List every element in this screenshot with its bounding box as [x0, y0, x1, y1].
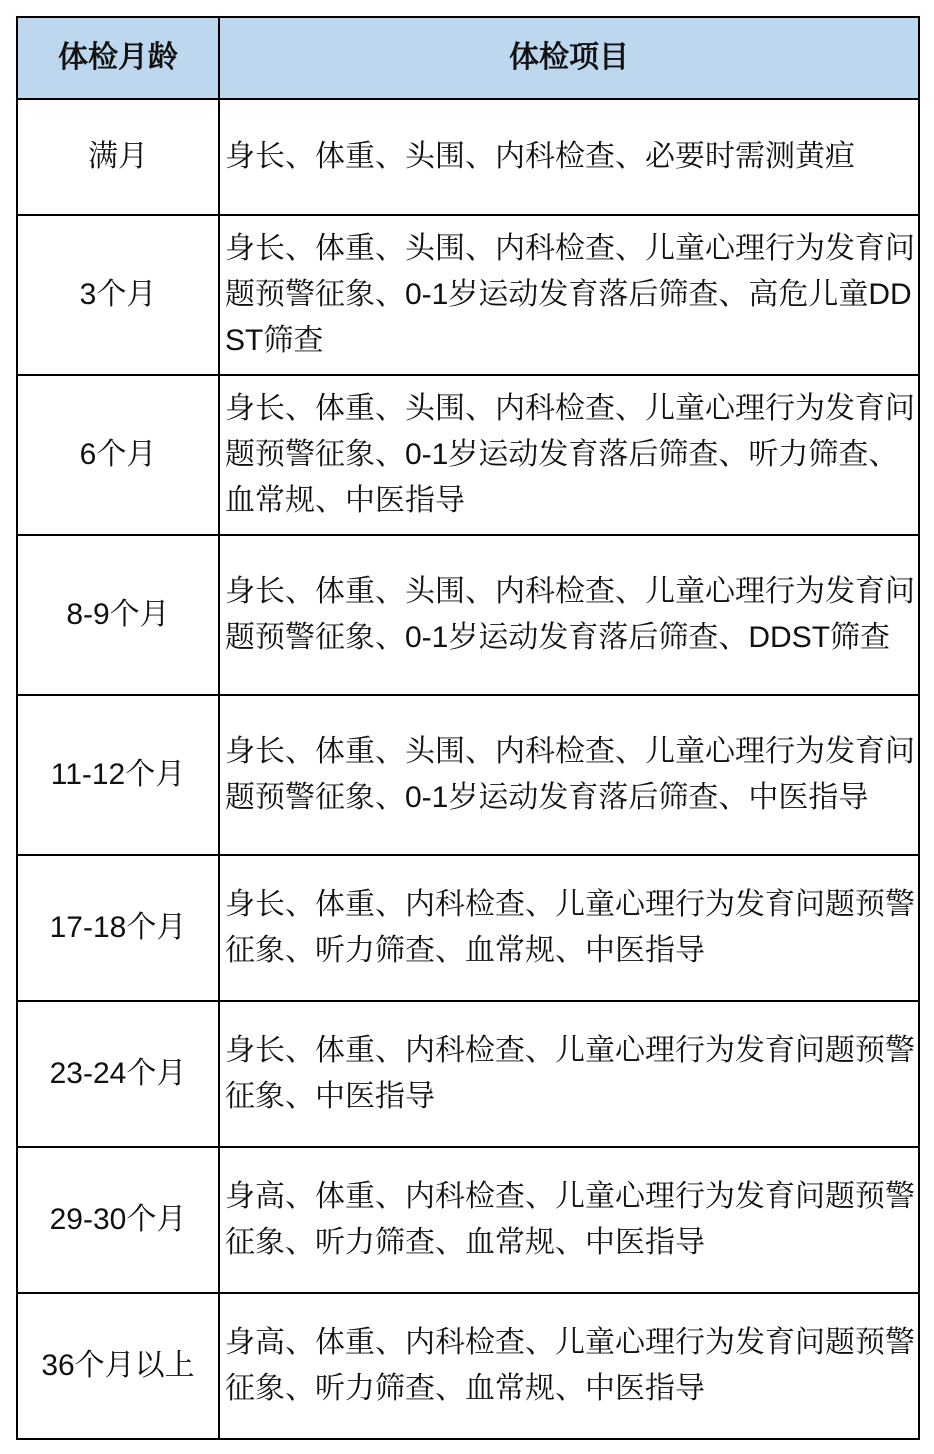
items-cell: 身高、体重、内科检查、儿童心理行为发育问题预警征象、听力筛查、血常规、中医指导 [219, 1293, 919, 1439]
table-row [17, 855, 919, 1001]
table-row [17, 695, 919, 855]
age-cell: 3个月 [17, 215, 219, 375]
items-cell: 身高、体重、内科检查、儿童心理行为发育问题预警征象、听力筛查、血常规、中医指导 [219, 1147, 919, 1293]
header-items: 体检项目 [219, 17, 919, 99]
age-cell: 29-30个月 [17, 1147, 219, 1293]
table-row [17, 535, 919, 695]
items-cell: 身长、体重、内科检查、儿童心理行为发育问题预警征象、中医指导 [219, 1001, 919, 1147]
header-age: 体检月龄 [17, 17, 219, 99]
header-row [17, 17, 919, 99]
items-cell: 身长、体重、头围、内科检查、儿童心理行为发育问题预警征象、0-1岁运动发育落后筛查、DDST筛查 [219, 535, 919, 695]
items-cell: 身长、体重、头围、内科检查、儿童心理行为发育问题预警征象、0-1岁运动发育落后筛查、高危儿童DDST筛查 [219, 215, 919, 375]
table-row [17, 375, 919, 535]
age-cell: 11-12个月 [17, 695, 219, 855]
items-cell: 身长、体重、头围、内科检查、儿童心理行为发育问题预警征象、0-1岁运动发育落后筛查、听力筛查、血常规、中医指导 [219, 375, 919, 535]
table-row [17, 215, 919, 375]
age-cell: 满月 [17, 99, 219, 215]
age-cell: 36个月以上 [17, 1293, 219, 1439]
age-cell: 8-9个月 [17, 535, 219, 695]
age-cell: 6个月 [17, 375, 219, 535]
items-cell: 身长、体重、内科检查、儿童心理行为发育问题预警征象、听力筛查、血常规、中医指导 [219, 855, 919, 1001]
items-cell: 身长、体重、头围、内科检查、必要时需测黄疸 [219, 99, 919, 215]
table-row [17, 1147, 919, 1293]
table-row [17, 99, 919, 215]
table-row [17, 1293, 919, 1439]
age-cell: 23-24个月 [17, 1001, 219, 1147]
checkup-table [16, 16, 920, 1440]
age-cell: 17-18个月 [17, 855, 219, 1001]
table-row [17, 1001, 919, 1147]
items-cell: 身长、体重、头围、内科检查、儿童心理行为发育问题预警征象、0-1岁运动发育落后筛查、中医指导 [219, 695, 919, 855]
